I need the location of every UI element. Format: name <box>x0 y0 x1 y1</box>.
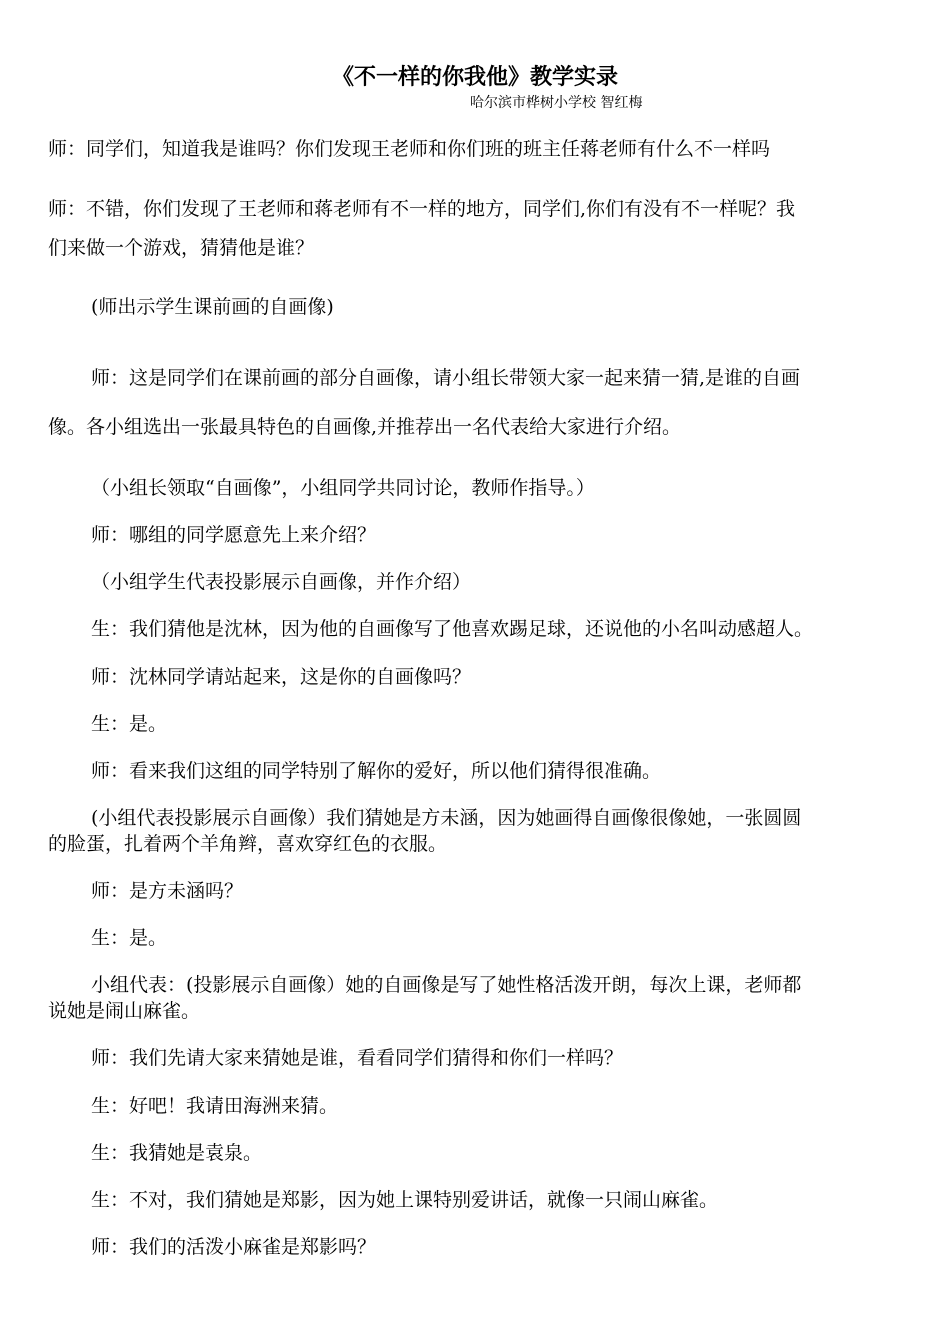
paragraph-line: 小组代表：(投影展示自画像）她的自画像是写了她性格活泼开朗，每次上课，老师都 <box>91 974 802 996</box>
document-title: 《不一样的你我他》教学实录 <box>331 64 618 90</box>
paragraph-line: 生：好吧！我请田海洲来猜。 <box>91 1095 339 1117</box>
paragraph-line: 生：是。 <box>91 927 168 949</box>
paragraph-line: 师：是方未涵吗？ <box>91 880 244 902</box>
paragraph-line: 生：不对，我们猜她是郑影，因为她上课特别爱讲话，就像一只闹山麻雀。 <box>91 1189 719 1211</box>
author-line: 哈尔滨市桦树小学校 智红梅 <box>470 95 643 111</box>
paragraph-line: 师：不错，你们发现了王老师和蒋老师有不一样的地方，同学们,你们有没有不一样呢？我 <box>48 198 796 220</box>
paragraph-line: 的脸蛋，扎着两个羊角辫，喜欢穿红色的衣服。 <box>48 833 448 855</box>
paragraph-line: 生：我猜她是袁泉。 <box>91 1142 263 1164</box>
paragraph-line: 师：沈林同学请站起来，这是你的自画像吗？ <box>91 666 472 688</box>
paragraph-line: (师出示学生课前画的自画像) <box>91 296 334 318</box>
paragraph-line: 生：我们猜他是沈林，因为他的自画像写了他喜欢踢足球，还说他的小名叫动感超人。 <box>91 618 814 640</box>
paragraph-line: 师：这是同学们在课前画的部分自画像，请小组长带领大家一起来猜一猜,是谁的自画 <box>91 367 801 389</box>
paragraph-line: 们来做一个游戏，猜猜他是谁？ <box>48 237 315 259</box>
paragraph-line: 师：哪组的同学愿意先上来介绍？ <box>91 524 377 546</box>
paragraph-line: 师：我们先请大家来猜她是谁，看看同学们猜得和你们一样吗？ <box>91 1047 624 1069</box>
paragraph-line: 生：是。 <box>91 713 168 735</box>
paragraph-line: (小组代表投影展示自画像）我们猜她是方未涵，因为她画得自画像很像她，一张圆圆 <box>91 807 802 829</box>
paragraph-line: 师：我们的活泼小麻雀是郑影吗？ <box>91 1236 377 1258</box>
paragraph-line: 师：看来我们这组的同学特别了解你的爱好，所以他们猜得很准确。 <box>91 760 662 782</box>
paragraph-line: （小组学生代表投影展示自画像，并作介绍） <box>91 571 472 593</box>
paragraph-line: 说她是闹山麻雀。 <box>48 1000 201 1022</box>
paragraph-line: 师：同学们，知道我是谁吗？你们发现王老师和你们班的班主任蒋老师有什么不一样吗 <box>48 138 771 160</box>
paragraph-line: （小组长领取“自画像”，小组同学共同讨论，教师作指导。） <box>91 477 595 499</box>
paragraph-line: 像。各小组选出一张最具特色的自画像,并推荐出一名代表给大家进行介绍。 <box>48 416 682 438</box>
